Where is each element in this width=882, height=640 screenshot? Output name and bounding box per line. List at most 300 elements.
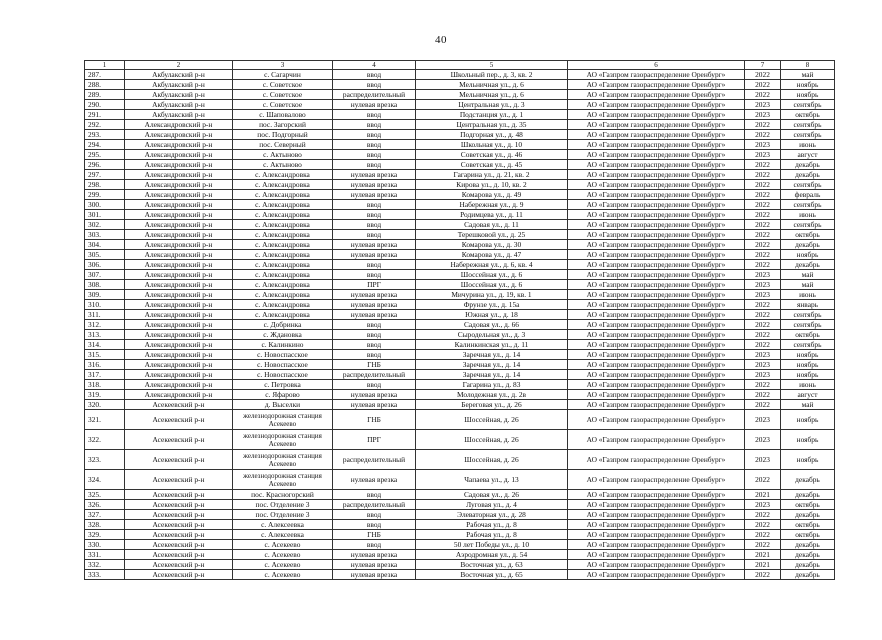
address-cell: Рабочая ул., д. 8 xyxy=(416,530,568,540)
row-number: 307. xyxy=(85,270,125,280)
table-row xyxy=(85,250,835,260)
table-row xyxy=(85,80,835,90)
year-cell: 2022 xyxy=(745,130,781,140)
month-cell: декабрь xyxy=(781,170,835,180)
year-cell: 2022 xyxy=(745,160,781,170)
locality-cell: с. Асекеево xyxy=(233,570,333,580)
address-cell: Садовая ул., д. 66 xyxy=(416,320,568,330)
work-type-cell: нулевая врезка xyxy=(333,470,416,490)
work-type-cell: ввод xyxy=(333,130,416,140)
month-cell: декабрь xyxy=(781,560,835,570)
locality-cell: с. Калинкино xyxy=(233,340,333,350)
organization-cell: АО «Газпром газораспределение Оренбург» xyxy=(568,170,745,180)
address-cell: Шоссейная, д. 26 xyxy=(416,430,568,450)
organization-cell: АО «Газпром газораспределение Оренбург» xyxy=(568,290,745,300)
table-row xyxy=(85,380,835,390)
organization-cell: АО «Газпром газораспределение Оренбург» xyxy=(568,430,745,450)
organization-cell: АО «Газпром газораспределение Оренбург» xyxy=(568,250,745,260)
year-cell: 2022 xyxy=(745,510,781,520)
row-number: 318. xyxy=(85,380,125,390)
work-type-cell: нулевая врезка xyxy=(333,560,416,570)
locality-cell: с. Александровка xyxy=(233,250,333,260)
address-cell: Сыродельная ул., д. 3 xyxy=(416,330,568,340)
year-cell: 2022 xyxy=(745,90,781,100)
row-number: 322. xyxy=(85,430,125,450)
organization-cell: АО «Газпром газораспределение Оренбург» xyxy=(568,190,745,200)
month-cell: декабрь xyxy=(781,510,835,520)
year-cell: 2022 xyxy=(745,170,781,180)
table-row xyxy=(85,530,835,540)
work-type-cell: нулевая врезка xyxy=(333,400,416,410)
district-cell: Александровский р-н xyxy=(125,350,233,360)
locality-cell: с. Александровка xyxy=(233,280,333,290)
district-cell: Александровский р-н xyxy=(125,360,233,370)
locality-cell: железнодорожная станция Асекеево xyxy=(233,450,333,470)
row-number: 308. xyxy=(85,280,125,290)
month-cell: ноябрь xyxy=(781,450,835,470)
table-row xyxy=(85,120,835,130)
address-cell: Южная ул., д. 18 xyxy=(416,310,568,320)
table-row xyxy=(85,410,835,430)
address-cell: Элеваторная ул., д. 28 xyxy=(416,510,568,520)
work-type-cell: нулевая врезка xyxy=(333,570,416,580)
table-row xyxy=(85,360,835,370)
header-col-6: 6 xyxy=(568,61,745,70)
locality-cell: с. Александровка xyxy=(233,260,333,270)
month-cell: январь xyxy=(781,300,835,310)
work-type-cell: нулевая врезка xyxy=(333,100,416,110)
address-cell: Гагарина ул., д. 83 xyxy=(416,380,568,390)
organization-cell: АО «Газпром газораспределение Оренбург» xyxy=(568,120,745,130)
month-cell: октябрь xyxy=(781,230,835,240)
locality-cell: с. Александровка xyxy=(233,240,333,250)
locality-cell: пос. Загорский xyxy=(233,120,333,130)
table-row xyxy=(85,240,835,250)
locality-cell: с. Алексеевка xyxy=(233,530,333,540)
month-cell: сентябрь xyxy=(781,180,835,190)
locality-cell: с. Петровка xyxy=(233,380,333,390)
work-type-cell: ввод xyxy=(333,520,416,530)
work-type-cell: нулевая врезка xyxy=(333,550,416,560)
month-cell: сентябрь xyxy=(781,340,835,350)
district-cell: Александровский р-н xyxy=(125,140,233,150)
table-row xyxy=(85,350,835,360)
year-cell: 2022 xyxy=(745,200,781,210)
locality-cell: с. Александровка xyxy=(233,190,333,200)
address-cell: Гагарина ул., д. 21, кв. 2 xyxy=(416,170,568,180)
work-type-cell: ГНБ xyxy=(333,410,416,430)
row-number: 332. xyxy=(85,560,125,570)
work-type-cell: ввод xyxy=(333,140,416,150)
year-cell: 2022 xyxy=(745,520,781,530)
year-cell: 2022 xyxy=(745,570,781,580)
district-cell: Александровский р-н xyxy=(125,300,233,310)
work-type-cell: распределительный xyxy=(333,500,416,510)
row-number: 288. xyxy=(85,80,125,90)
table-row xyxy=(85,550,835,560)
year-cell: 2022 xyxy=(745,400,781,410)
header-col-7: 7 xyxy=(745,61,781,70)
row-number: 317. xyxy=(85,370,125,380)
month-cell: октябрь xyxy=(781,500,835,510)
locality-cell: с. Шаповалово xyxy=(233,110,333,120)
year-cell: 2022 xyxy=(745,340,781,350)
row-number: 297. xyxy=(85,170,125,180)
organization-cell: АО «Газпром газораспределение Оренбург» xyxy=(568,520,745,530)
year-cell: 2022 xyxy=(745,230,781,240)
district-cell: Александровский р-н xyxy=(125,320,233,330)
organization-cell: АО «Газпром газораспределение Оренбург» xyxy=(568,70,745,80)
row-number: 321. xyxy=(85,410,125,430)
month-cell: декабрь xyxy=(781,470,835,490)
table-row xyxy=(85,70,835,80)
work-type-cell: ввод xyxy=(333,160,416,170)
locality-cell: пос. Подгорный xyxy=(233,130,333,140)
work-type-cell: ввод xyxy=(333,200,416,210)
locality-cell: с. Асекеево xyxy=(233,540,333,550)
year-cell: 2023 xyxy=(745,140,781,150)
district-cell: Александровский р-н xyxy=(125,310,233,320)
organization-cell: АО «Газпром газораспределение Оренбург» xyxy=(568,550,745,560)
table-row xyxy=(85,370,835,380)
district-cell: Александровский р-н xyxy=(125,250,233,260)
organization-cell: АО «Газпром газораспределение Оренбург» xyxy=(568,450,745,470)
row-number: 301. xyxy=(85,210,125,220)
row-number: 327. xyxy=(85,510,125,520)
locality-cell: пос. Отделение 3 xyxy=(233,500,333,510)
month-cell: июнь xyxy=(781,380,835,390)
row-number: 316. xyxy=(85,360,125,370)
district-cell: Александровский р-н xyxy=(125,150,233,160)
organization-cell: АО «Газпром газораспределение Оренбург» xyxy=(568,540,745,550)
district-cell: Асекеевский р-н xyxy=(125,510,233,520)
work-type-cell: ввод xyxy=(333,330,416,340)
address-cell: Центральная ул., д. 35 xyxy=(416,120,568,130)
month-cell: сентябрь xyxy=(781,100,835,110)
district-cell: Александровский р-н xyxy=(125,270,233,280)
row-number: 328. xyxy=(85,520,125,530)
row-number: 305. xyxy=(85,250,125,260)
address-cell: Шоссейная, д. 26 xyxy=(416,450,568,470)
year-cell: 2023 xyxy=(745,280,781,290)
district-cell: Александровский р-н xyxy=(125,170,233,180)
locality-cell: железнодорожная станция Асекеево xyxy=(233,410,333,430)
year-cell: 2022 xyxy=(745,180,781,190)
month-cell: сентябрь xyxy=(781,220,835,230)
work-type-cell: ввод xyxy=(333,510,416,520)
organization-cell: АО «Газпром газораспределение Оренбург» xyxy=(568,410,745,430)
year-cell: 2023 xyxy=(745,100,781,110)
month-cell: май xyxy=(781,280,835,290)
district-cell: Александровский р-н xyxy=(125,160,233,170)
locality-cell: с. Алексеевка xyxy=(233,520,333,530)
row-number: 315. xyxy=(85,350,125,360)
table-row xyxy=(85,510,835,520)
row-number: 312. xyxy=(85,320,125,330)
address-cell: Калинкинская ул., д. 11 xyxy=(416,340,568,350)
year-cell: 2022 xyxy=(745,240,781,250)
district-cell: Александровский р-н xyxy=(125,230,233,240)
organization-cell: АО «Газпром газораспределение Оренбург» xyxy=(568,310,745,320)
address-cell: Советская ул., д. 46 xyxy=(416,150,568,160)
address-cell: Набережная ул., д. 9 xyxy=(416,200,568,210)
year-cell: 2023 xyxy=(745,350,781,360)
address-cell: Молодежная ул., д. 2в xyxy=(416,390,568,400)
organization-cell: АО «Газпром газораспределение Оренбург» xyxy=(568,100,745,110)
address-cell: Чапаева ул., д. 13 xyxy=(416,470,568,490)
work-type-cell: ПРГ xyxy=(333,280,416,290)
work-type-cell: ввод xyxy=(333,230,416,240)
month-cell: июнь xyxy=(781,210,835,220)
month-cell: октябрь xyxy=(781,530,835,540)
year-cell: 2022 xyxy=(745,190,781,200)
work-type-cell: нулевая врезка xyxy=(333,290,416,300)
address-cell: Подстанция ул., д. 1 xyxy=(416,110,568,120)
address-cell: Центральная ул., д. 3 xyxy=(416,100,568,110)
month-cell: май xyxy=(781,70,835,80)
month-cell: ноябрь xyxy=(781,410,835,430)
address-cell: Заречная ул., д. 14 xyxy=(416,350,568,360)
work-type-cell: нулевая врезка xyxy=(333,300,416,310)
district-cell: Александровский р-н xyxy=(125,120,233,130)
locality-cell: с. Актыново xyxy=(233,160,333,170)
row-number: 313. xyxy=(85,330,125,340)
address-cell: Советская ул., д. 45 xyxy=(416,160,568,170)
header-col-3: 3 xyxy=(233,61,333,70)
organization-cell: АО «Газпром газораспределение Оренбург» xyxy=(568,210,745,220)
work-type-cell: ГНБ xyxy=(333,360,416,370)
table-row xyxy=(85,470,835,490)
address-cell: Шоссейная, д. 26 xyxy=(416,410,568,430)
address-cell: Мельничная ул., д. 6 xyxy=(416,80,568,90)
address-cell: Садовая ул., д. 26 xyxy=(416,490,568,500)
locality-cell: с. Александровка xyxy=(233,300,333,310)
work-type-cell: ввод xyxy=(333,70,416,80)
row-number: 303. xyxy=(85,230,125,240)
table-row xyxy=(85,200,835,210)
organization-cell: АО «Газпром газораспределение Оренбург» xyxy=(568,570,745,580)
table-row xyxy=(85,280,835,290)
district-cell: Асекеевский р-н xyxy=(125,570,233,580)
district-cell: Александровский р-н xyxy=(125,190,233,200)
year-cell: 2023 xyxy=(745,290,781,300)
row-number: 320. xyxy=(85,400,125,410)
organization-cell: АО «Газпром газораспределение Оренбург» xyxy=(568,300,745,310)
row-number: 292. xyxy=(85,120,125,130)
table-row xyxy=(85,570,835,580)
table-row xyxy=(85,310,835,320)
address-cell: Восточная ул., д. 63 xyxy=(416,560,568,570)
table-row xyxy=(85,170,835,180)
organization-cell: АО «Газпром газораспределение Оренбург» xyxy=(568,470,745,490)
locality-cell: д. Выселки xyxy=(233,400,333,410)
month-cell: ноябрь xyxy=(781,430,835,450)
work-type-cell: ПРГ xyxy=(333,430,416,450)
organization-cell: АО «Газпром газораспределение Оренбург» xyxy=(568,90,745,100)
district-cell: Александровский р-н xyxy=(125,180,233,190)
month-cell: октябрь xyxy=(781,330,835,340)
year-cell: 2023 xyxy=(745,270,781,280)
organization-cell: АО «Газпром газораспределение Оренбург» xyxy=(568,160,745,170)
address-cell: Кирова ул., д. 10, кв. 2 xyxy=(416,180,568,190)
district-cell: Акбулакский р-н xyxy=(125,90,233,100)
locality-cell: с. Советское xyxy=(233,80,333,90)
table-row xyxy=(85,400,835,410)
year-cell: 2023 xyxy=(745,450,781,470)
organization-cell: АО «Газпром газораспределение Оренбург» xyxy=(568,500,745,510)
organization-cell: АО «Газпром газораспределение Оренбург» xyxy=(568,360,745,370)
locality-cell: с. Александровка xyxy=(233,230,333,240)
year-cell: 2022 xyxy=(745,540,781,550)
row-number: 323. xyxy=(85,450,125,470)
table-row xyxy=(85,330,835,340)
locality-cell: железнодорожная станция Асекеево xyxy=(233,470,333,490)
year-cell: 2022 xyxy=(745,70,781,80)
district-cell: Асекеевский р-н xyxy=(125,540,233,550)
locality-cell: пос. Северный xyxy=(233,140,333,150)
district-cell: Асекеевский р-н xyxy=(125,490,233,500)
table-row xyxy=(85,300,835,310)
organization-cell: АО «Газпром газораспределение Оренбург» xyxy=(568,350,745,360)
address-cell: Комарова ул., д. 47 xyxy=(416,250,568,260)
year-cell: 2022 xyxy=(745,300,781,310)
year-cell: 2022 xyxy=(745,80,781,90)
row-number: 319. xyxy=(85,390,125,400)
month-cell: декабрь xyxy=(781,570,835,580)
address-cell: Школьный пер., д. 3, кв. 2 xyxy=(416,70,568,80)
year-cell: 2022 xyxy=(745,330,781,340)
address-cell: Шоссейная ул., д. 6 xyxy=(416,280,568,290)
locality-cell: железнодорожная станция Асекеево xyxy=(233,430,333,450)
row-number: 325. xyxy=(85,490,125,500)
district-cell: Александровский р-н xyxy=(125,240,233,250)
organization-cell: АО «Газпром газораспределение Оренбург» xyxy=(568,140,745,150)
district-cell: Александровский р-н xyxy=(125,340,233,350)
year-cell: 2023 xyxy=(745,110,781,120)
district-cell: Акбулакский р-н xyxy=(125,70,233,80)
year-cell: 2023 xyxy=(745,410,781,430)
table-row xyxy=(85,290,835,300)
work-type-cell: ввод xyxy=(333,220,416,230)
address-cell: Рабочая ул., д. 8 xyxy=(416,520,568,530)
organization-cell: АО «Газпром газораспределение Оренбург» xyxy=(568,490,745,500)
locality-cell: с. Александровка xyxy=(233,290,333,300)
locality-cell: с. Актыново xyxy=(233,150,333,160)
address-cell: Мичурина ул., д. 19, кв. 1 xyxy=(416,290,568,300)
page-number: 40 xyxy=(435,34,447,46)
district-cell: Александровский р-н xyxy=(125,380,233,390)
locality-cell: с. Александровка xyxy=(233,210,333,220)
organization-cell: АО «Газпром газораспределение Оренбург» xyxy=(568,330,745,340)
address-cell: Заречная ул., д. 14 xyxy=(416,370,568,380)
district-cell: Александровский р-н xyxy=(125,390,233,400)
locality-cell: пос. Отделение 3 xyxy=(233,510,333,520)
district-cell: Асекеевский р-н xyxy=(125,500,233,510)
address-cell: Фрунзе ул., д. 15а xyxy=(416,300,568,310)
locality-cell: с. Новоспасское xyxy=(233,370,333,380)
year-cell: 2022 xyxy=(745,310,781,320)
month-cell: ноябрь xyxy=(781,360,835,370)
table-row xyxy=(85,270,835,280)
table-row xyxy=(85,220,835,230)
organization-cell: АО «Газпром газораспределение Оренбург» xyxy=(568,80,745,90)
organization-cell: АО «Газпром газораспределение Оренбург» xyxy=(568,150,745,160)
row-number: 324. xyxy=(85,470,125,490)
year-cell: 2022 xyxy=(745,390,781,400)
table-row xyxy=(85,140,835,150)
organization-cell: АО «Газпром газораспределение Оренбург» xyxy=(568,400,745,410)
locality-cell: с. Александровка xyxy=(233,180,333,190)
year-cell: 2022 xyxy=(745,530,781,540)
year-cell: 2023 xyxy=(745,360,781,370)
month-cell: ноябрь xyxy=(781,90,835,100)
district-cell: Александровский р-н xyxy=(125,330,233,340)
locality-cell: с. Асекеево xyxy=(233,550,333,560)
locality-cell: пос. Красногорский xyxy=(233,490,333,500)
header-col-2: 2 xyxy=(125,61,233,70)
district-cell: Асекеевский р-н xyxy=(125,400,233,410)
work-type-cell: ввод xyxy=(333,260,416,270)
organization-cell: АО «Газпром газораспределение Оренбург» xyxy=(568,390,745,400)
table-row xyxy=(85,450,835,470)
work-type-cell: ввод xyxy=(333,80,416,90)
table-row xyxy=(85,320,835,330)
row-number: 329. xyxy=(85,530,125,540)
work-type-cell: ввод xyxy=(333,340,416,350)
year-cell: 2021 xyxy=(745,560,781,570)
month-cell: сентябрь xyxy=(781,120,835,130)
row-number: 314. xyxy=(85,340,125,350)
locality-cell: с. Александровка xyxy=(233,200,333,210)
header-col-8: 8 xyxy=(781,61,835,70)
row-number: 309. xyxy=(85,290,125,300)
table-row xyxy=(85,150,835,160)
table-row xyxy=(85,390,835,400)
row-number: 326. xyxy=(85,500,125,510)
work-type-cell: нулевая врезка xyxy=(333,310,416,320)
address-cell: Береговая ул., д. 26 xyxy=(416,400,568,410)
row-number: 333. xyxy=(85,570,125,580)
year-cell: 2022 xyxy=(745,120,781,130)
locality-cell: с. Яфарово xyxy=(233,390,333,400)
locality-cell: с. Новоспасское xyxy=(233,360,333,370)
organization-cell: АО «Газпром газораспределение Оренбург» xyxy=(568,380,745,390)
year-cell: 2022 xyxy=(745,210,781,220)
month-cell: декабрь xyxy=(781,160,835,170)
month-cell: сентябрь xyxy=(781,200,835,210)
district-cell: Акбулакский р-н xyxy=(125,110,233,120)
organization-cell: АО «Газпром газораспределение Оренбург» xyxy=(568,130,745,140)
work-type-cell: распределительный xyxy=(333,90,416,100)
month-cell: декабрь xyxy=(781,490,835,500)
year-cell: 2023 xyxy=(745,150,781,160)
header-row xyxy=(85,61,835,70)
month-cell: сентябрь xyxy=(781,130,835,140)
work-type-cell: распределительный xyxy=(333,370,416,380)
work-type-cell: нулевая врезка xyxy=(333,250,416,260)
header-col-1: 1 xyxy=(85,61,125,70)
month-cell: октябрь xyxy=(781,520,835,530)
year-cell: 2023 xyxy=(745,500,781,510)
organization-cell: АО «Газпром газораспределение Оренбург» xyxy=(568,560,745,570)
organization-cell: АО «Газпром газораспределение Оренбург» xyxy=(568,240,745,250)
district-cell: Асекеевский р-н xyxy=(125,470,233,490)
organization-cell: АО «Газпром газораспределение Оренбург» xyxy=(568,340,745,350)
address-cell: Набережная ул., д. 6, кв. 4 xyxy=(416,260,568,270)
organization-cell: АО «Газпром газораспределение Оренбург» xyxy=(568,110,745,120)
district-cell: Асекеевский р-н xyxy=(125,450,233,470)
table-body xyxy=(85,70,835,580)
